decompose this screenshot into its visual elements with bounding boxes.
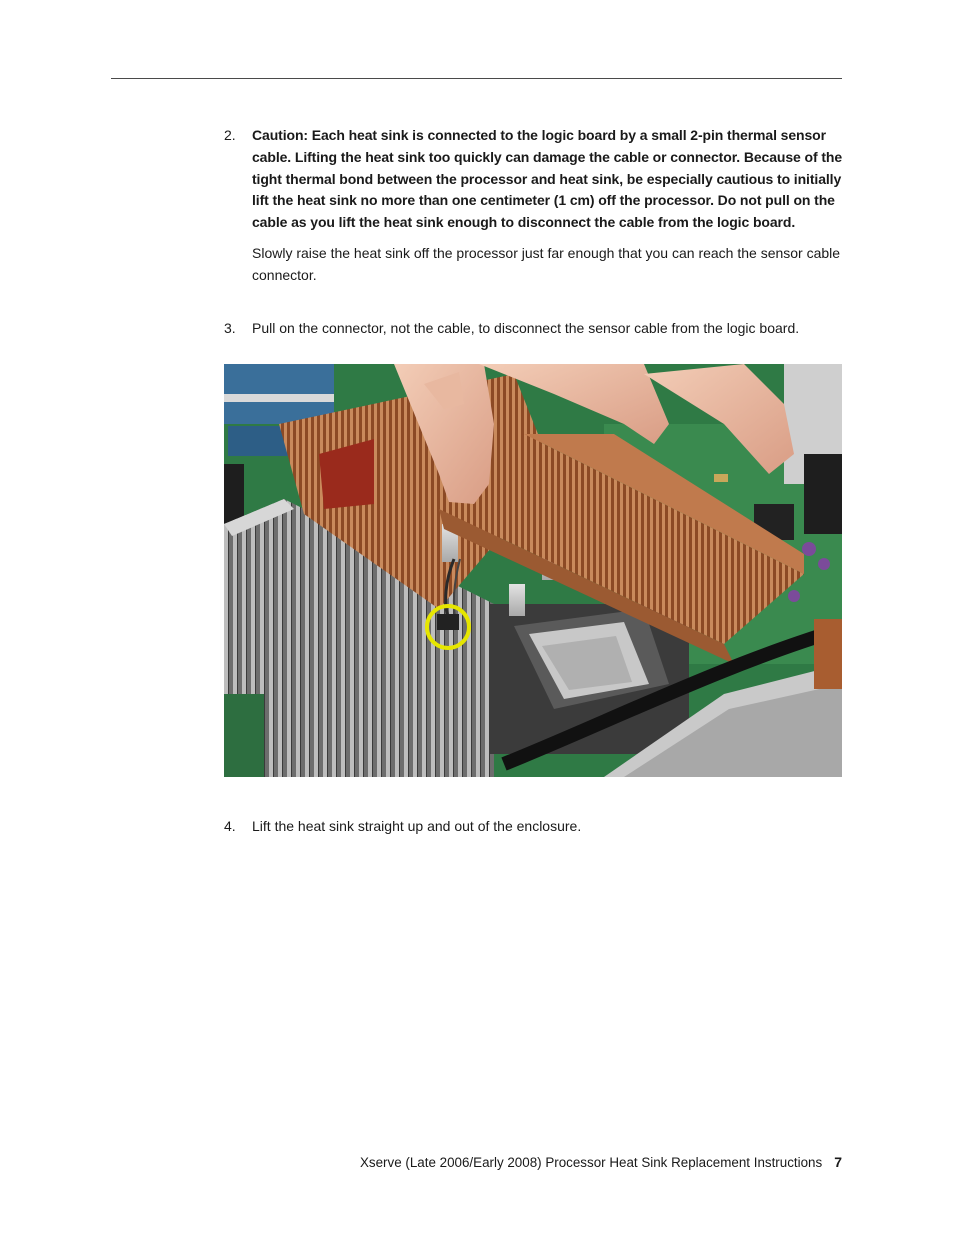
caution-text: Caution: Each heat sink is connected to the logic board by a small 2-pin thermal sensor cable. Lifting the heat sink too quickly can damage the cable or connector. Because of the tight thermal bond between the processor and heat sink, be especially cautious to initially lift the heat sink no more than one centimeter (1 cm) off the processor. Do not pull on the cable as you lift the heat sink enough to disconnect the cable from the logic board.: [252, 127, 843, 231]
step-3: [224, 318, 844, 340]
heat-sink-removal-photo: [224, 364, 842, 777]
step-number: 3.: [224, 320, 236, 336]
page-number: 7: [834, 1154, 842, 1170]
step-4: [224, 816, 844, 838]
step-number: 4.: [224, 818, 236, 834]
step-text: Pull on the connector, not the cable, to disconnect the sensor cable from the logic board.: [252, 320, 800, 336]
step-number: 2.: [224, 127, 236, 143]
step-text: Lift the heat sink straight up and out of the enclosure.: [252, 818, 582, 834]
step-text: Slowly raise the heat sink off the processor just far enough that you can reach the sensor cable connector.: [252, 244, 841, 283]
page-footer: [360, 1152, 842, 1173]
step-2: [224, 125, 844, 287]
document-title: Xserve (Late 2006/Early 2008) Processor Heat Sink Replacement Instructions: [359, 1155, 823, 1170]
header-rule: [111, 78, 842, 79]
